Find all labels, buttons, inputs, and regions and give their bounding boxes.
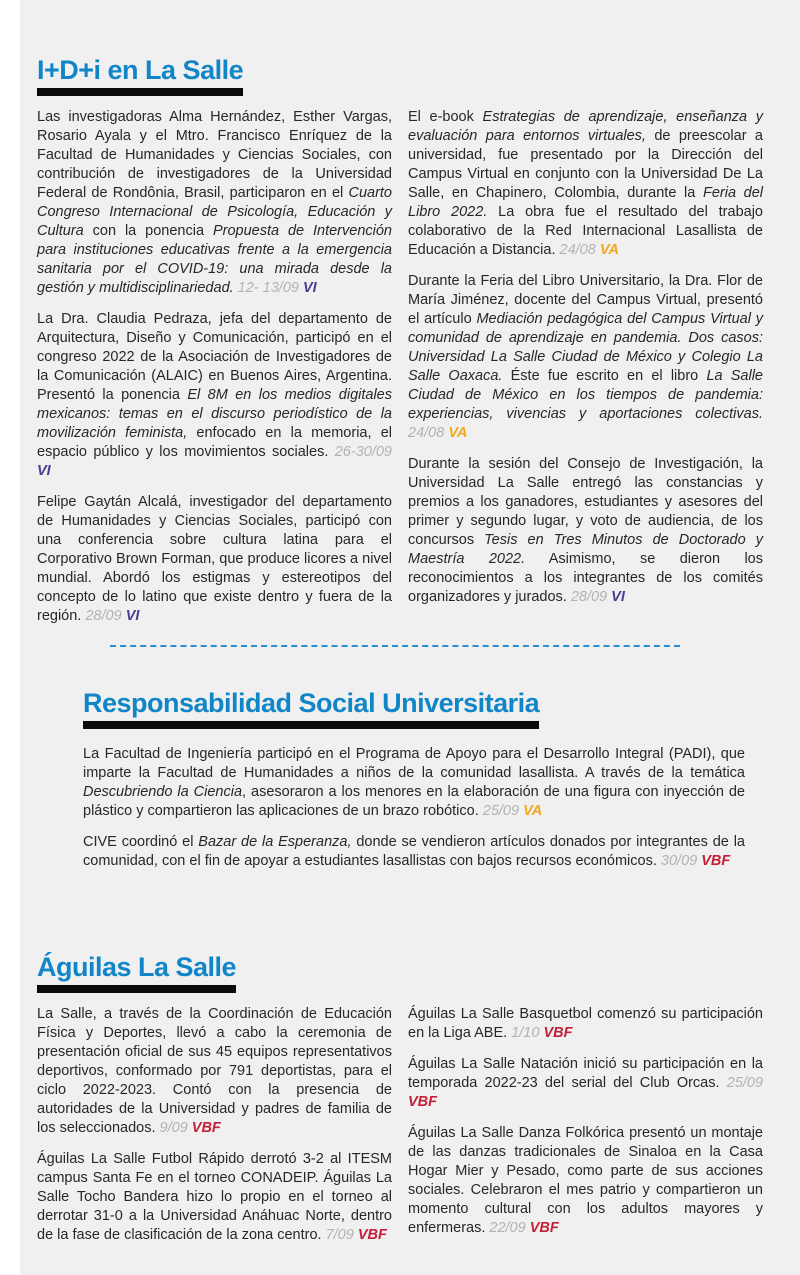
body-text: La Salle, a través de la Coordinación de Educación Física y Deportes, llevó a cabo la ceremonia de presentación oficial de sus 45 equipos representativos deportivos, conformado por 791 deportistas, para el ciclo 2022-2023. Contó con la presencia de autoridades de la Universidad y padres de familia de los seleccionados. bbox=[37, 1006, 392, 1136]
body-text: Durante la Feria del Libro Universitario, la Dra. Flor de María Jiménez, docente del Campus Virtual, presentó el artículo bbox=[408, 273, 763, 327]
body-text: Éste fue escrito en el libro bbox=[502, 368, 707, 384]
date-label: 25/09 bbox=[719, 1075, 763, 1091]
news-paragraph bbox=[408, 1124, 763, 1238]
section-title: I+D+i en La Salle bbox=[37, 55, 244, 85]
date-label: 28/09 bbox=[81, 608, 122, 624]
source-tag: VBF bbox=[191, 1120, 221, 1136]
body-text: , asesoraron a los menores en la elaboración de una figura con inyección de plástico y compartieron las aplicaciones de un brazo robótico. bbox=[83, 784, 746, 819]
italic-title-text: Bazar de la Esperanza, bbox=[198, 834, 352, 850]
title-underline bbox=[37, 985, 236, 993]
source-tag: VI bbox=[125, 608, 140, 624]
date-label: 28/09 bbox=[566, 589, 608, 605]
body-text: donde se vendieron artículos donados por integrantes de la comunidad, con el fin de apoyar a estudiantes lasallistas con bajos recursos económicos. bbox=[83, 834, 745, 869]
body-text: Las investigadoras Alma Hernández, Esther Vargas, Rosario Ayala y el Mtro. Francisco Enríquez de la Facultad de Humanidades y Ciencias Sociales, con contribución de investigadores de la Universidad Federal de Rondônia, Brasil, participaron en el bbox=[37, 109, 392, 201]
italic-title-text: Cuarto Congreso Internacional de Psicología, Educación y Cultura bbox=[37, 185, 392, 239]
italic-title-text: El 8M en los medios digitales mexicanos: temas en el discurso periodístico de la movilización feminista, bbox=[37, 387, 392, 441]
news-paragraph bbox=[37, 1005, 392, 1138]
news-paragraph bbox=[37, 310, 392, 481]
date-label: 26-30/09 bbox=[328, 444, 392, 460]
source-tag: VA bbox=[523, 803, 543, 819]
section-sports bbox=[37, 952, 763, 1245]
source-tag: VBF bbox=[408, 1094, 437, 1110]
section-heading-block bbox=[37, 55, 243, 96]
section-heading-block bbox=[37, 952, 236, 993]
date-label: 30/09 bbox=[656, 853, 698, 869]
news-paragraph bbox=[83, 833, 745, 871]
source-tag: VBF bbox=[701, 853, 731, 869]
column-left bbox=[37, 108, 392, 626]
italic-title-text: La Salle Ciudad de México en los tiempos de pandemia: experiencias, vivencias y aportaciones colectivas. bbox=[408, 368, 763, 422]
body-text: Águilas La Salle Danza Folkórica presentó un montaje de las danzas tradicionales de Sinaloa en la Casa Hogar Mier y Pesado, como parte de sus acciones sociales. Celebraron el mes patrio y compartieron un momento cultural con los adultos mayores y enfermeras. bbox=[408, 1125, 763, 1236]
date-label: 1/10 bbox=[507, 1025, 540, 1041]
source-tag: VA bbox=[599, 242, 619, 258]
body-text: Águilas La Salle Basquetbol comenzó su participación en la Liga ABE. bbox=[408, 1006, 763, 1041]
section-title: Responsabilidad Social Universitaria bbox=[83, 688, 540, 718]
italic-title-text: Feria del Libro 2022. bbox=[408, 185, 764, 220]
news-paragraph bbox=[408, 1005, 763, 1043]
news-paragraph bbox=[83, 745, 745, 821]
news-paragraph bbox=[37, 493, 392, 626]
body-text: Asimismo, se dieron los reconocimientos a los integrantes de los comités organizadores y jurados. bbox=[408, 551, 763, 605]
source-tag: VBF bbox=[357, 1227, 387, 1243]
body-text: Felipe Gaytán Alcalá, investigador del departamento de Humanidades y Ciencias Sociales, participó con una conferencia sobre cultura latina para el Corporativo Brown Forman, que produce licores a nivel mundial. Abordó los estigmas y estereotipos del concepto de lo latino que existe dentro y fuera de la región. bbox=[37, 494, 392, 624]
date-label: 25/09 bbox=[478, 803, 520, 819]
italic-title-text: Mediación pedagógica del Campus Virtual y comunidad de aprendizaje en pandemia. Dos casos: Universidad La Salle Ciudad de México y Colegio La Salle Oaxaca. bbox=[408, 311, 763, 384]
news-paragraph bbox=[37, 1150, 392, 1245]
body-text: La obra fue el resultado del trabajo colaborativo de la Red Internacional Lasallista de Educación a Distancia. bbox=[408, 204, 763, 258]
title-underline bbox=[83, 721, 539, 729]
section-social-responsibility bbox=[83, 688, 745, 871]
two-column-layout bbox=[37, 1005, 763, 1245]
body-text: El e-book bbox=[408, 109, 483, 125]
news-paragraph bbox=[408, 272, 763, 443]
date-label: 9/09 bbox=[155, 1120, 188, 1136]
source-tag: VBF bbox=[543, 1025, 573, 1041]
source-tag: VI bbox=[303, 280, 317, 296]
body-text: con la ponencia bbox=[83, 223, 213, 239]
dashed-divider bbox=[110, 645, 680, 647]
news-paragraph bbox=[37, 108, 392, 298]
date-label: 22/09 bbox=[485, 1220, 526, 1236]
body-text: Águilas La Salle Futbol Rápido derrotó 3-2 al ITESM campus Santa Fe en el torneo CONADEIP. Águilas La Salle Tocho Bandera hizo lo propio en el torneo al derrotar 31-0 a la Universidad Anáhuac Norte, dentro de la fase de clasificación de la zona centro. bbox=[37, 1151, 392, 1243]
title-underline bbox=[37, 88, 243, 96]
section-heading-block bbox=[83, 688, 539, 729]
italic-title-text: Propuesta de Intervención para instituciones educativas frente a la emergencia sanitaria por el COVID-19: una mirada desde la gestión y multidisciplinariedad. bbox=[37, 223, 392, 296]
news-paragraph bbox=[408, 1055, 763, 1112]
body-text: La Dra. Claudia Pedraza, jefa del departamento de Arquitectura, Diseño y Comunicación, participó en el congreso 2022 de la Asociación de Investigadores de la Comunicación (ALAIC) en Buenos Aires, Argentina. Presentó la ponencia bbox=[37, 311, 392, 403]
column-right bbox=[408, 1005, 763, 1245]
date-label: 24/08 bbox=[555, 242, 596, 258]
body-text: enfocado en la memoria, el espacio público y los movimientos sociales. bbox=[37, 425, 392, 460]
body-text: de preescolar a universidad, fue presentado por la Dirección del Campus Virtual en conjunto con la Universidad De La Salle, en Chapinero, Colombia, durante la bbox=[408, 128, 763, 201]
section-title: Águilas La Salle bbox=[37, 952, 237, 982]
column-left bbox=[37, 1005, 392, 1245]
body-text: CIVE coordinó el bbox=[83, 834, 199, 850]
date-label: 12- 13/09 bbox=[233, 280, 299, 296]
news-paragraph bbox=[408, 455, 763, 607]
section-research bbox=[37, 55, 763, 626]
body-text: Durante la sesión del Consejo de Investigación, la Universidad La Salle entregó las constancias y premios a los ganadores, estudiantes y asesores del primer y segundo lugar, y voto de audiencia, de los concursos bbox=[408, 456, 763, 548]
italic-title-text: Estrategias de aprendizaje, enseñanza y evaluación para entornos virtuales, bbox=[408, 109, 763, 144]
source-tag: VI bbox=[37, 463, 51, 479]
body-text: La Facultad de Ingeniería participó en el Programa de Apoyo para el Desarrollo Integral (PADI), que imparte la Facultad de Humanidades a niños de la comunidad lasallista. A través de la temática bbox=[83, 746, 745, 781]
date-label: 7/09 bbox=[321, 1227, 354, 1243]
news-paragraph bbox=[408, 108, 763, 260]
two-column-layout bbox=[37, 108, 763, 626]
italic-title-text: Tesis en Tres Minutos de Doctorado y Maestría 2022. bbox=[408, 532, 763, 567]
source-tag: VA bbox=[448, 425, 468, 441]
left-margin-strip bbox=[0, 0, 20, 1275]
single-column-layout bbox=[83, 745, 745, 871]
date-label: 24/08 bbox=[408, 425, 445, 441]
source-tag: VBF bbox=[529, 1220, 559, 1236]
italic-title-text: Descubriendo la Ciencia bbox=[83, 784, 243, 800]
body-text: Águilas La Salle Natación inició su participación en la temporada 2022-23 del serial del Club Orcas. bbox=[408, 1056, 763, 1091]
column-right bbox=[408, 108, 763, 626]
source-tag: VI bbox=[611, 589, 625, 605]
